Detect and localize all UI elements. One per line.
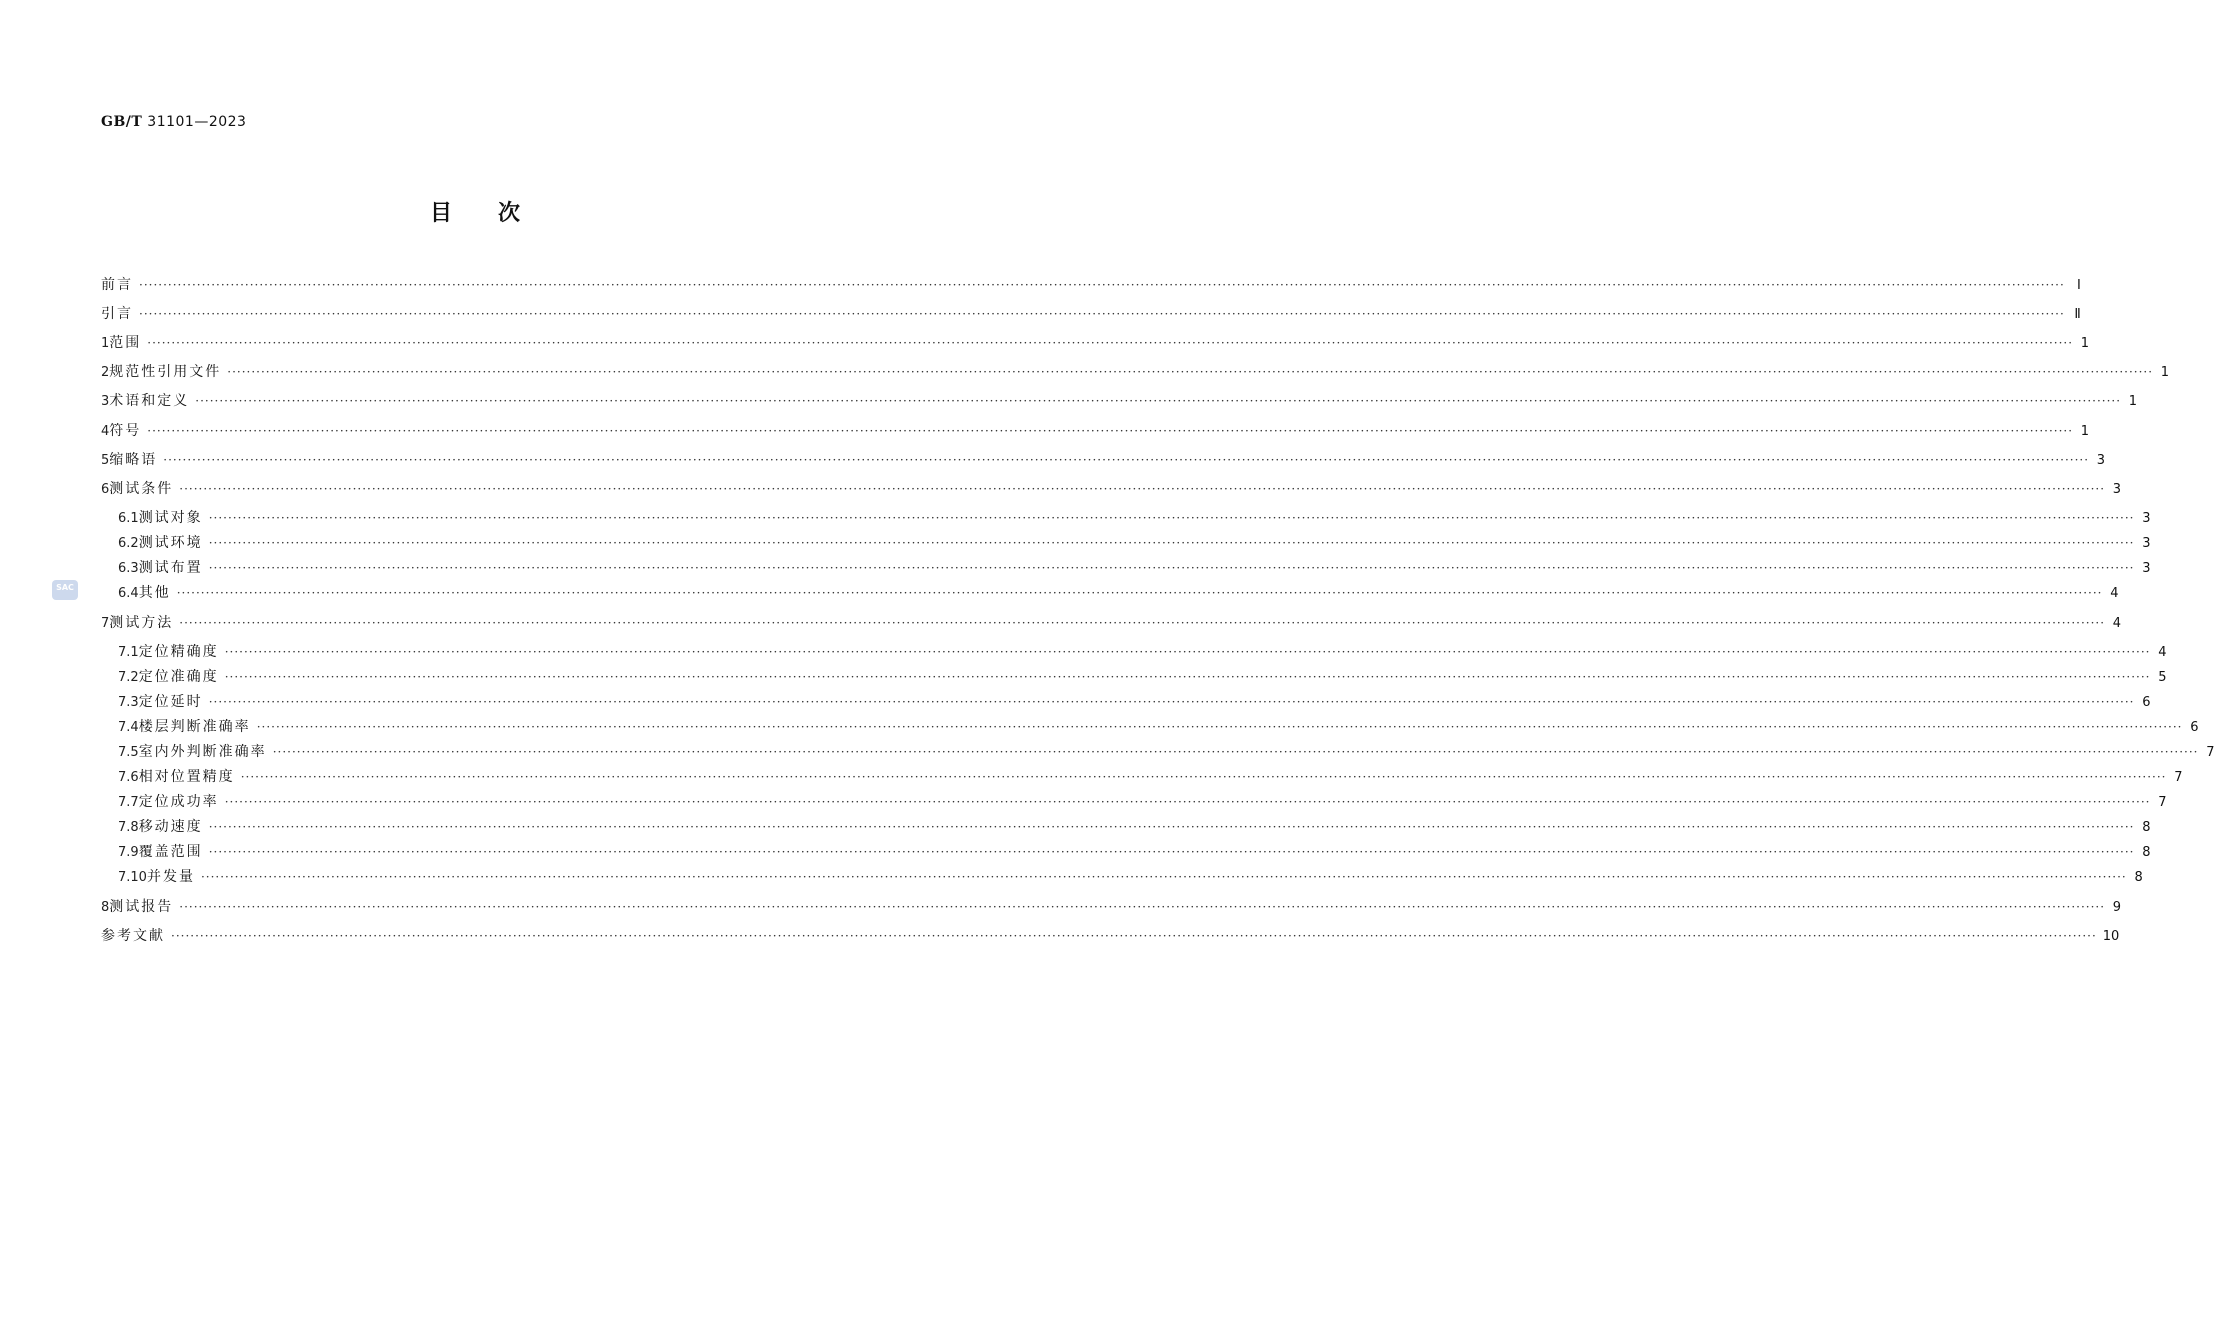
toc-entry-label: 楼层判断准确率 [138, 719, 251, 735]
toc-entry-number: 7.1 [118, 645, 139, 660]
toc-entry-label: 相对位置精度 [138, 769, 235, 785]
page-title: 目次 [429, 201, 566, 226]
toc-entry-number: 1 [101, 336, 110, 351]
toc-entry-label: 测试报告 [109, 899, 174, 915]
toc-entry-label: 规范性引用文件 [109, 364, 222, 380]
toc-entry[interactable] [118, 867, 2143, 887]
toc-entry[interactable] [101, 421, 2090, 441]
toc-entry[interactable] [101, 479, 2122, 499]
document-code-number: 31101—2023 [147, 114, 247, 130]
toc-dot-leader: ················································································································································································································································································································································································································ [208, 536, 2135, 550]
toc-entry-label: 定位准确度 [138, 669, 219, 685]
sac-watermark-text: SAC [56, 583, 74, 592]
toc-entry-label: 术语和定义 [109, 393, 190, 409]
toc-dot-leader: ················································································································································································································································································································································································································ [176, 586, 2103, 600]
toc-entry[interactable] [118, 508, 2151, 528]
toc-entry-label: 符号 [109, 423, 142, 439]
toc-entry-number: 5 [101, 453, 110, 468]
toc-entry-number: 7.9 [118, 845, 139, 860]
toc-entry-label: 并发量 [146, 869, 195, 885]
toc-dot-leader: ················································································································································································································································································································································································································ [224, 670, 2151, 684]
toc-entry-number: 6.1 [118, 511, 139, 526]
toc-entry-page-number: 5 [2158, 670, 2167, 685]
toc-dot-leader: ················································································································································································································································································································································································································ [256, 720, 2183, 734]
toc-entry[interactable] [101, 304, 2081, 324]
toc-entry[interactable] [118, 558, 2151, 578]
toc-entry[interactable] [101, 362, 2170, 382]
toc-entry-number: 8 [101, 900, 110, 915]
toc-dot-leader: ················································································································································································································································································································································································································ [171, 929, 2097, 943]
toc-entry[interactable] [101, 613, 2122, 633]
toc-entry-label: 测试布置 [138, 560, 203, 576]
toc-dot-leader: ················································································································································································································································································································································································································ [208, 820, 2135, 834]
toc-entry-page-number: 1 [2160, 365, 2170, 380]
toc-entry-page-number: 3 [2142, 536, 2151, 551]
toc-entry[interactable] [118, 667, 2167, 687]
toc-entry-page-number: 1 [2128, 394, 2138, 409]
toc-dot-leader: ················································································································································································································································································································································································································ [272, 745, 2199, 759]
toc-dot-leader: ················································································································································································································································································································································································································ [195, 394, 2122, 408]
toc-entry-label: 覆盖范围 [138, 844, 203, 860]
toc-entry-label: 范围 [109, 335, 142, 351]
toc-entry-page-number: 8 [2142, 820, 2151, 835]
toc-entry[interactable] [101, 391, 2138, 411]
toc-entry-number: 7.10 [118, 870, 147, 885]
toc-entry[interactable] [118, 767, 2183, 787]
toc-entry-label: 前言 [101, 277, 133, 293]
toc-entry-number: 6.2 [118, 536, 139, 551]
toc-entry-number: 7.8 [118, 820, 139, 835]
sac-watermark-logo [52, 580, 78, 600]
toc-dot-leader: ················································································································································································································································································································································································································ [224, 645, 2151, 659]
toc-entry-page-number: 8 [2134, 870, 2143, 885]
toc-entry[interactable] [101, 897, 2122, 917]
toc-entry[interactable] [101, 333, 2090, 353]
toc-entry-label: 定位延时 [138, 694, 203, 710]
toc-entry-label: 移动速度 [138, 819, 203, 835]
toc-entry-page-number: Ⅱ [2074, 307, 2081, 322]
toc-entry[interactable] [118, 583, 2119, 603]
toc-dot-leader: ················································································································································································································································································································································································································ [200, 870, 2127, 884]
toc-entry-page-number: 10 [2102, 929, 2120, 944]
toc-dot-leader: ················································································································································································································································································································································································································ [179, 482, 2106, 496]
toc-entry-number: 7.7 [118, 795, 139, 810]
toc-entry-number: 4 [101, 424, 110, 439]
toc-entry-label: 测试环境 [138, 535, 203, 551]
toc-entry-page-number: 3 [2142, 511, 2151, 526]
toc-entry[interactable] [118, 692, 2151, 712]
toc-entry-label: 参考文献 [101, 928, 165, 944]
toc-entry[interactable] [101, 450, 2106, 470]
toc-entry-number: 7.6 [118, 770, 139, 785]
toc-entry-page-number: 9 [2112, 900, 2122, 915]
toc-dot-leader: ················································································································································································································································································································································································································ [208, 695, 2135, 709]
toc-entry-page-number: 1 [2080, 336, 2090, 351]
toc-entry-number: 7.5 [118, 745, 139, 760]
toc-dot-leader: ················································································································································································································································································································································································································ [227, 365, 2154, 379]
toc-dot-leader: ················································································································································································································································································································································································································ [224, 795, 2151, 809]
toc-entry-label: 定位成功率 [138, 794, 219, 810]
toc-entry-page-number: 4 [2158, 645, 2167, 660]
toc-entry-label: 定位精确度 [138, 644, 219, 660]
toc-entry[interactable] [118, 533, 2151, 553]
toc-entry-label: 引言 [101, 306, 133, 322]
toc-entry-page-number: 3 [2096, 453, 2106, 468]
toc-entry-label: 测试方法 [109, 615, 174, 631]
toc-entry-page-number: 6 [2190, 720, 2199, 735]
toc-entry[interactable] [118, 742, 2214, 762]
toc-entry-page-number: 6 [2142, 695, 2151, 710]
toc-dot-leader: ················································································································································································································································································································································································································ [179, 616, 2106, 630]
toc-entry[interactable] [118, 717, 2199, 737]
toc-entry[interactable] [101, 926, 2120, 946]
toc-entry-page-number: 7 [2158, 795, 2167, 810]
toc-dot-leader: ················································································································································································································································································································································································································ [208, 511, 2135, 525]
toc-entry-number: 6.3 [118, 561, 139, 576]
toc-entry-page-number: 4 [2112, 616, 2122, 631]
toc-dot-leader: ················································································································································································································································································································································································································ [163, 453, 2090, 467]
toc-dot-leader: ················································································································································································································································································································································································································ [147, 424, 2074, 438]
toc-entry-page-number: 3 [2112, 482, 2122, 497]
toc-entry-label: 缩略语 [109, 452, 158, 468]
toc-entry-number: 2 [101, 365, 110, 380]
toc-entry-label: 室内外判断准确率 [138, 744, 267, 760]
toc-dot-leader: ················································································································································································································································································································································································································ [139, 307, 2065, 321]
toc-entry-number: 6 [101, 482, 110, 497]
toc-entry-number: 6.4 [118, 586, 139, 601]
toc-entry-page-number: 4 [2110, 586, 2119, 601]
toc-entry[interactable] [118, 842, 2151, 862]
toc-entry-page-number: 1 [2080, 424, 2090, 439]
toc-entry-page-number: 7 [2174, 770, 2183, 785]
toc-entry[interactable] [118, 642, 2167, 662]
toc-entry-number: 3 [101, 394, 110, 409]
toc-dot-leader: ················································································································································································································································································································································································································ [208, 845, 2135, 859]
toc-entry-label: 其他 [138, 585, 171, 601]
toc-dot-leader: ················································································································································································································································································································································································································ [147, 336, 2074, 350]
document-code [101, 114, 246, 130]
toc-entry[interactable] [101, 275, 2081, 295]
toc-entry-page-number: 7 [2206, 745, 2214, 760]
toc-dot-leader: ················································································································································································································································································································································································································ [179, 900, 2106, 914]
toc-entry-page-number: 8 [2142, 845, 2151, 860]
toc-dot-leader: ················································································································································································································································································································································································································ [240, 770, 2167, 784]
toc-entry-number: 7.2 [118, 670, 139, 685]
toc-entry-page-number: Ⅰ [2076, 278, 2081, 293]
toc-dot-leader: ················································································································································································································································································································································································································ [208, 561, 2135, 575]
toc-entry-label: 测试条件 [109, 481, 174, 497]
toc-entry-number: 7 [101, 616, 110, 631]
document-code-prefix: GB/T [101, 114, 143, 130]
toc-entry[interactable] [118, 817, 2151, 837]
toc-entry-page-number: 3 [2142, 561, 2151, 576]
toc-entry-label: 测试对象 [138, 510, 203, 526]
toc-entry-number: 7.3 [118, 695, 139, 710]
toc-entry-number: 7.4 [118, 720, 139, 735]
toc-entry[interactable] [118, 792, 2167, 812]
toc-dot-leader: ················································································································································································································································································································································································································ [139, 278, 2065, 292]
